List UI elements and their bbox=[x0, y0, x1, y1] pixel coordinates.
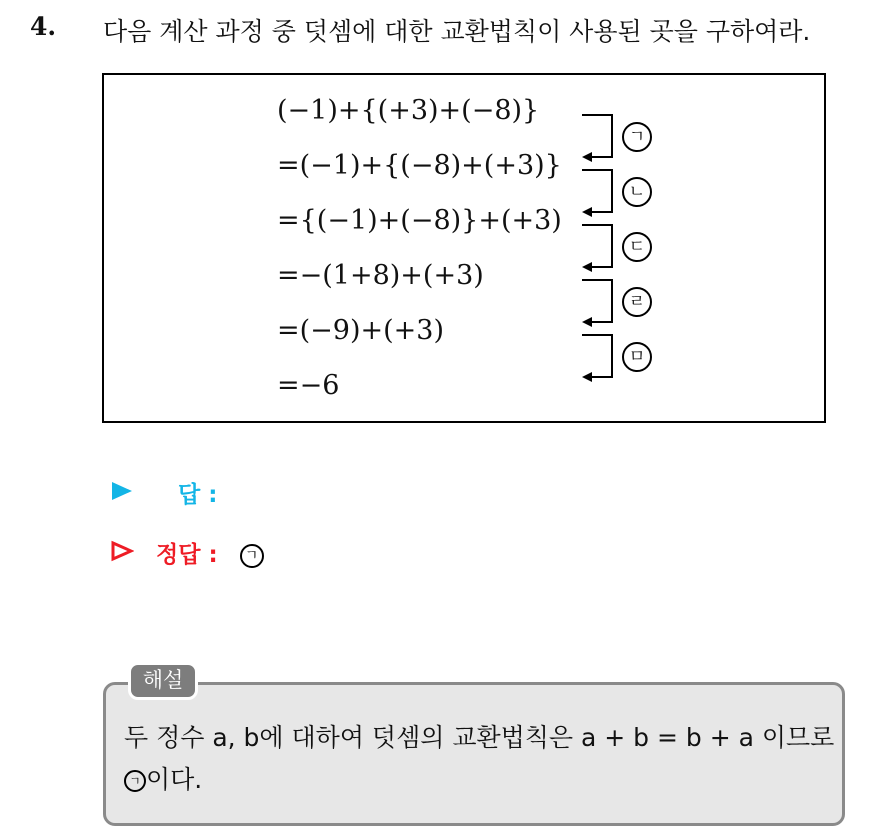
solution-line-1: 두 정수 a, b에 대하여 덧셈의 교환법칙은 a + b = b + a 이므로 bbox=[124, 723, 835, 752]
step-label-2: ㄴ bbox=[622, 177, 652, 207]
correct-answer-label: 정답 : bbox=[156, 542, 218, 568]
step-label-3: ㄷ bbox=[622, 232, 652, 262]
step-label-5: ㅁ bbox=[622, 342, 652, 372]
outline-triangle-icon bbox=[110, 540, 140, 568]
solution-line-2-suffix: 이다. bbox=[146, 765, 203, 794]
question-number: 4. bbox=[30, 12, 57, 41]
question-text: 다음 계산 과정 중 덧셈에 대한 교환법칙이 사용된 곳을 구하여라. bbox=[103, 17, 811, 46]
step-label-1: ㄱ bbox=[622, 122, 652, 152]
calc-line-2: =(−1)+{(−8)+(+3)} bbox=[277, 150, 562, 181]
calculation-box bbox=[102, 73, 826, 423]
step-arrows bbox=[104, 75, 828, 425]
calc-line-3: ={(−1)+(−8)}+(+3) bbox=[277, 205, 562, 236]
calc-line-1: (−1)+{(+3)+(−8)} bbox=[277, 95, 540, 126]
correct-answer-value: ㄱ bbox=[240, 544, 264, 568]
correct-answer-row bbox=[110, 536, 264, 569]
answer-row bbox=[110, 476, 217, 509]
calc-line-4: =−(1+8)+(+3) bbox=[277, 260, 484, 291]
calc-line-6: =−6 bbox=[277, 370, 340, 401]
solution-tab: 해설 bbox=[128, 662, 198, 700]
calc-line-5: =(−9)+(+3) bbox=[277, 315, 444, 346]
solution-step-label: ㄱ bbox=[124, 770, 146, 792]
play-triangle-icon bbox=[110, 480, 140, 508]
solution-line-2 bbox=[124, 760, 202, 796]
answer-label: 답 : bbox=[178, 482, 218, 508]
step-label-4: ㄹ bbox=[622, 287, 652, 317]
solution-box bbox=[103, 682, 845, 826]
